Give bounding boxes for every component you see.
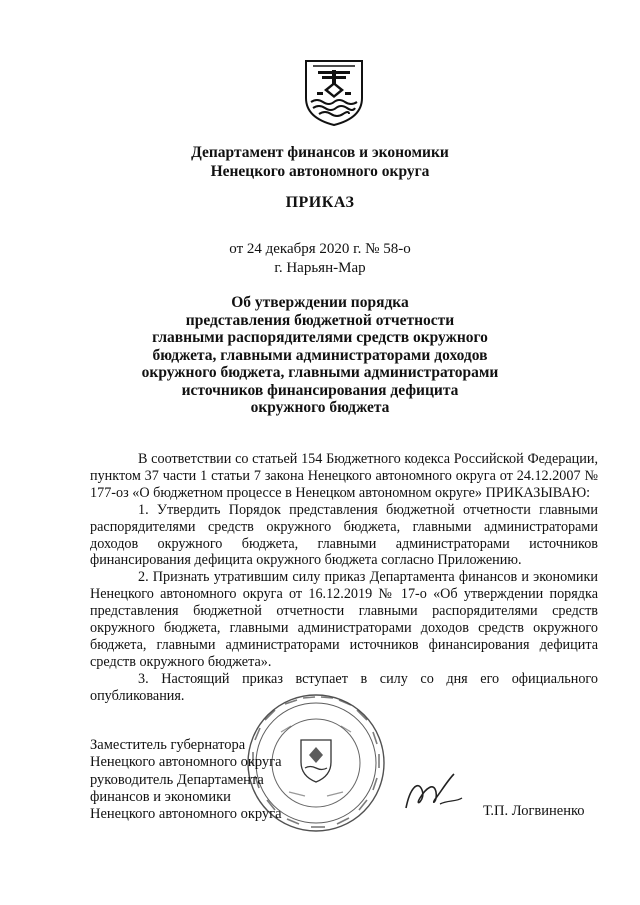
organization-line-2: Ненецкого автономного округа [210, 163, 430, 180]
document-body [90, 451, 598, 705]
coat-of-arms-icon [303, 58, 365, 128]
document-type: ПРИКАЗ [285, 194, 355, 211]
signatory-position-line: Ненецкого автономного округа [90, 754, 282, 771]
organization-name [0, 143, 640, 181]
body-item-1: 1. Утвердить Порядок представления бюджетной отчетности главными распорядителями средств окружного бюджета, главными администраторами доходов окружного бюджета, главными администраторами источников финансирования дефицита окружного бюджета согласно Приложению. [90, 501, 598, 569]
subject-line: окружного бюджета, главными администраторами [141, 364, 499, 381]
signatory-position-line: финансов и экономики [90, 788, 231, 805]
subject-line: источников финансирования дефицита [181, 381, 459, 399]
signatory-position-line: Заместитель губернатора [90, 737, 246, 753]
document-city: г. Нарьян-Мар [274, 260, 366, 276]
document-date-number: от 24 декабря 2020 г. № 58-о [229, 241, 411, 257]
body-item-2: 2. Признать утратившим силу приказ Департамента финансов и экономики Ненецкого автономного округа от 16.12.2019 № 17-о «Об утверждении порядка представления бюджетной отчетности главными распорядителями средств окружного бюджета, главными администраторами доходов средств окружного бюджета, главными администраторами источников финансирования дефицита средств окружного бюджета». [90, 569, 598, 670]
signatory-name: Т.П. Логвиненко [483, 803, 585, 819]
signatory-position-line: Ненецкого автономного округа [90, 806, 282, 823]
document-subject [0, 294, 640, 417]
document-dateline [0, 240, 640, 278]
subject-line: окружного бюджета [250, 399, 390, 416]
organization-line-1: Департамент финансов и экономики [191, 144, 449, 161]
body-intro-paragraph: В соответствии со статьей 154 Бюджетного кодекса Российской Федерации, пунктом 37 части 1 статьи 7 закона Ненецкого автономного округа от 24.12.2007 № 177-оз «О бюджетном процессе в Ненецком автономном округе» ПРИКАЗЫВАЮ: [90, 451, 598, 501]
signature-icon [400, 768, 470, 818]
signatory-position-line: руководитель Департамента [90, 771, 264, 788]
subject-line: главными распорядителями средств окружного [152, 329, 488, 346]
subject-line: бюджета, главными администраторами доходов [152, 346, 488, 364]
subject-line: представления бюджетной отчетности [185, 311, 455, 329]
subject-line: Об утверждении порядка [231, 294, 409, 311]
body-item-3: 3. Настоящий приказ вступает в силу со дня его официального опубликования. [90, 670, 598, 704]
signatory-position [90, 737, 282, 823]
